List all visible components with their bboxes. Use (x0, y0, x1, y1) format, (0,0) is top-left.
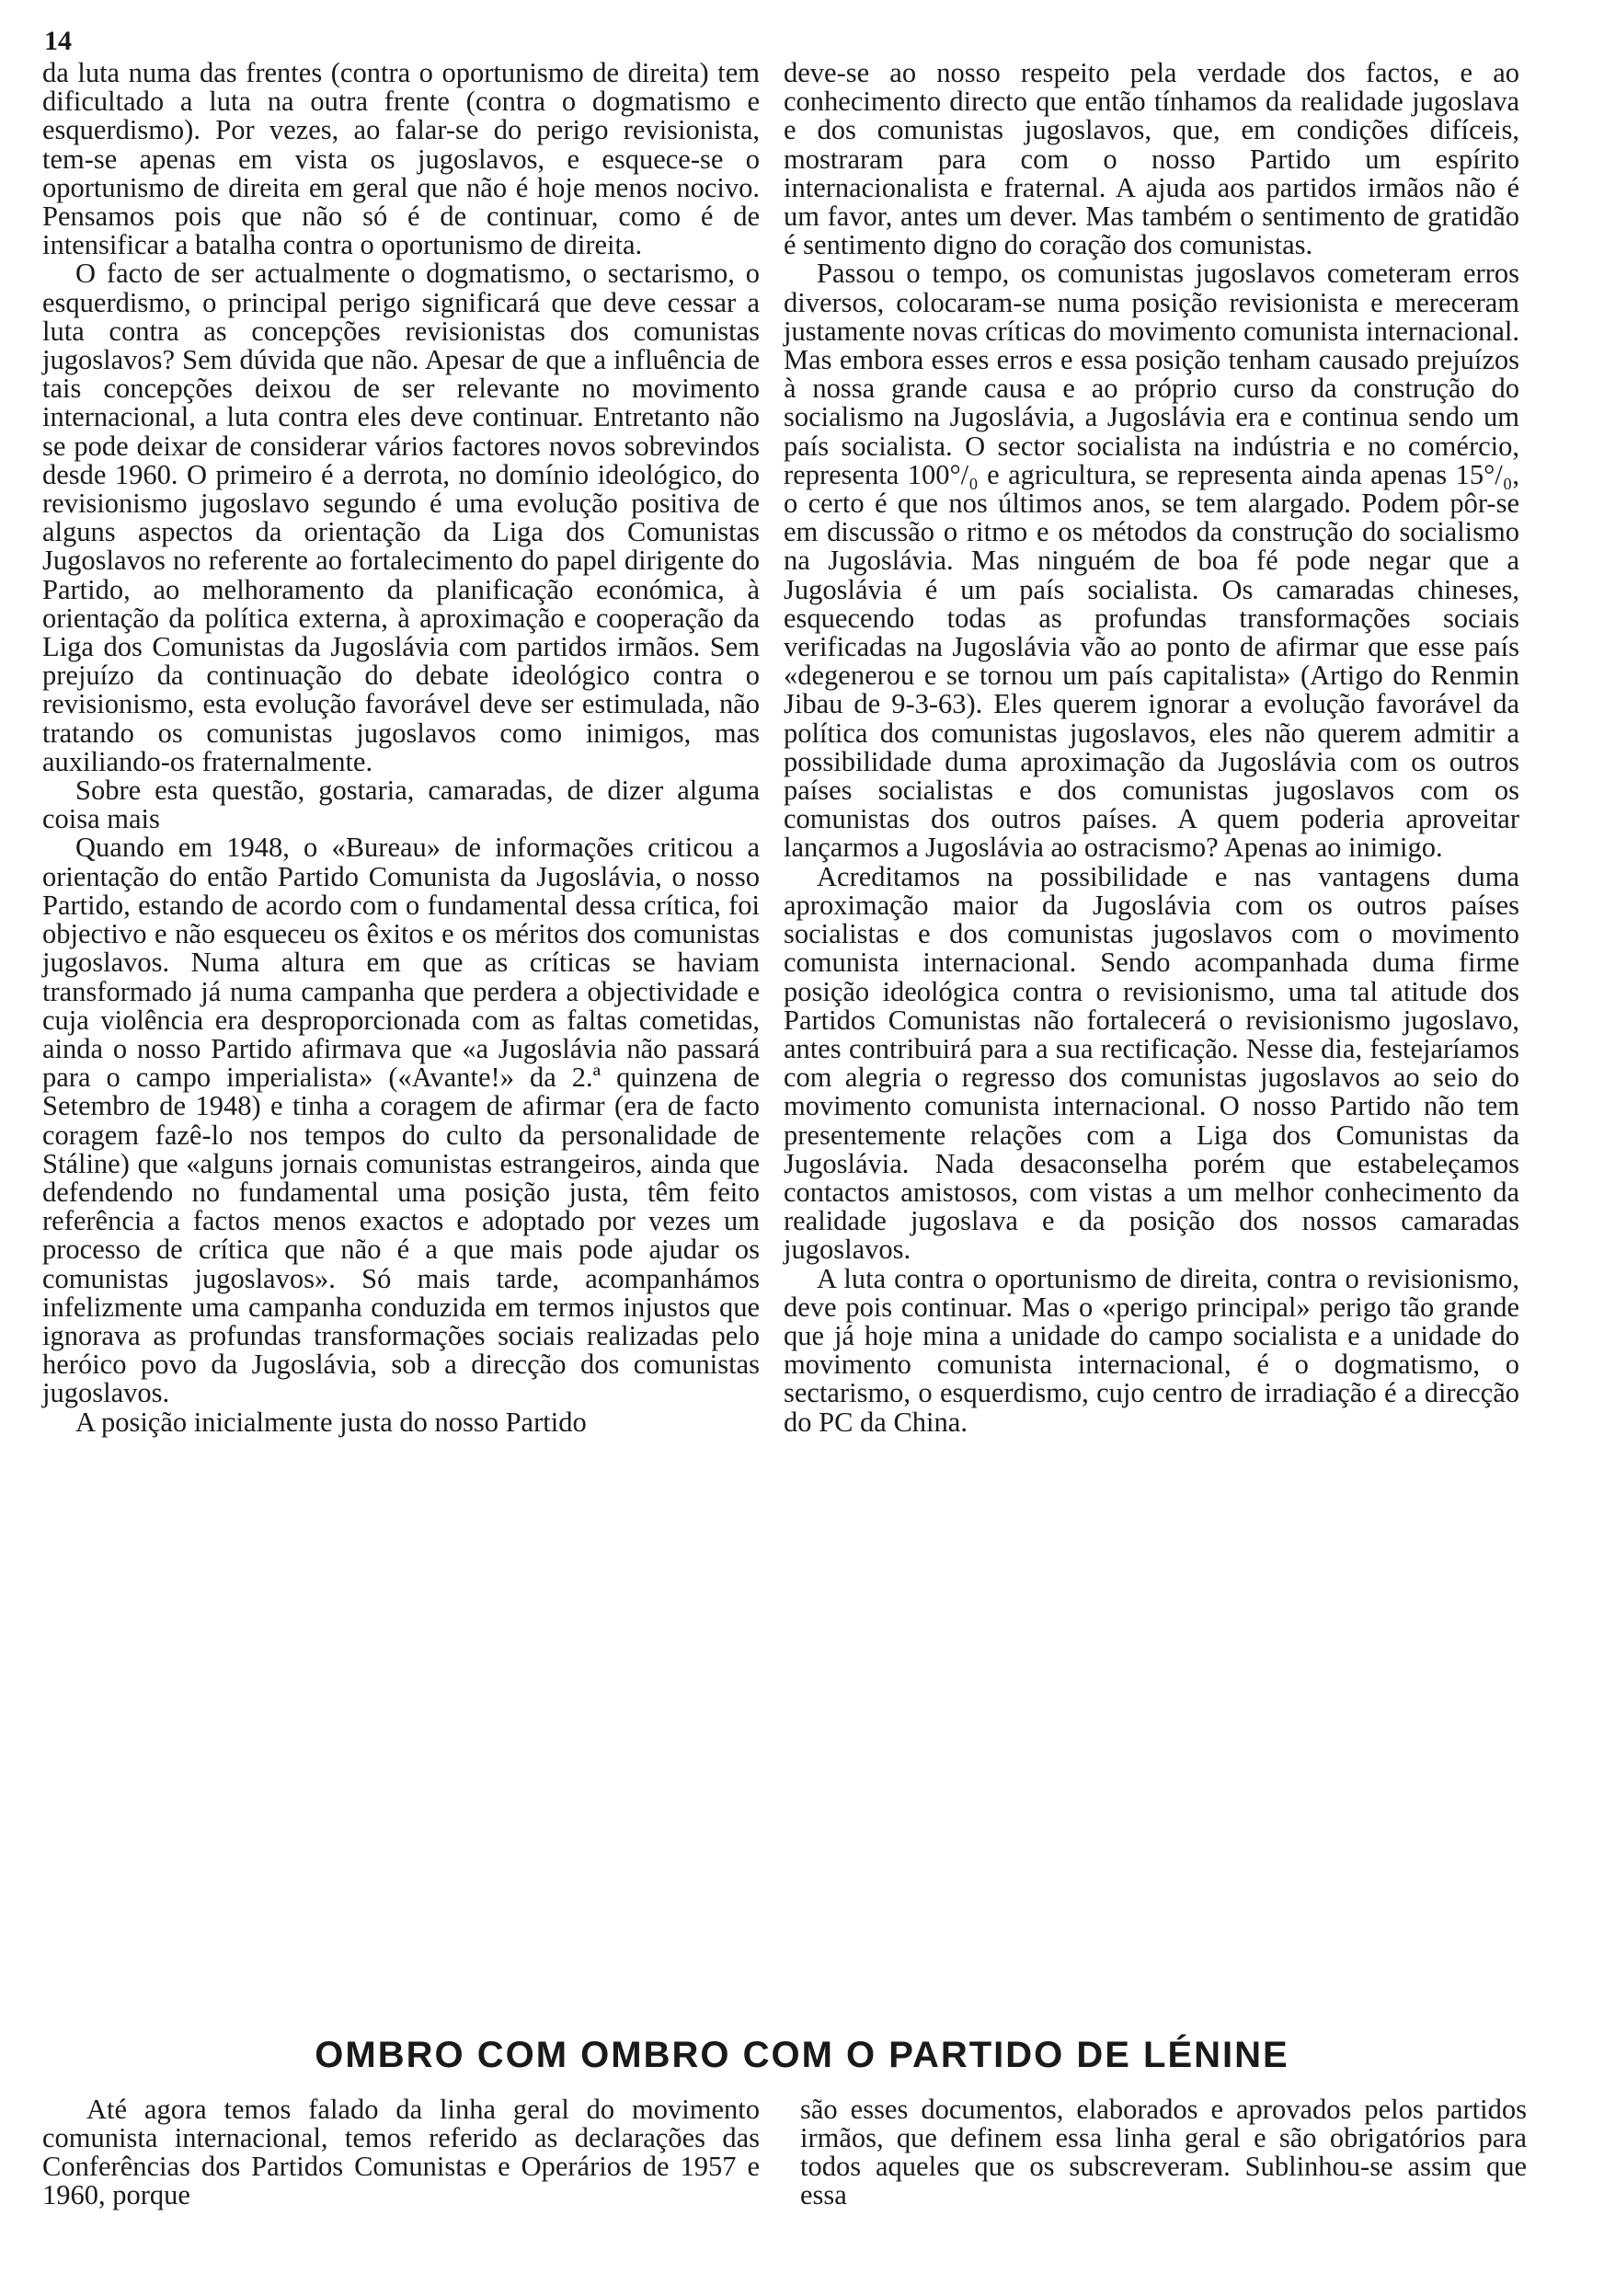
paragraph: são esses documentos, elaborados e aprovados pelos partidos irmãos, que definem essa linha geral e são obrigatórios para todos aqueles que os subscreveram. Sublinhou-se assim que essa (800, 2094, 1527, 2210)
right-column (784, 59, 1519, 1437)
left-column (42, 59, 760, 1437)
paragraph: Passou o tempo, os comunistas jugoslavos cometeram erros diversos, colocaram-se numa posição revisionista e mereceram justamente novas críticas do movimento comunista internacional. Mas embora esses erros e essa posição tenham causado prejuízos à nossa grande causa e ao próprio curso da construção do socialismo na Jugoslávia, a Jugoslávia era e continua sendo um país socialista. O sector socialista na indústria e no comércio, representa 100°/₀ e agricultura, se representa ainda apenas 15°/₀, o certo é que nos últimos anos, se tem alargado. Podem pôr-se em discussão o ritmo e os métodos da construção do socialismo na Jugoslávia. Mas ninguém de boa fé pode negar que a Jugoslávia é um país socialista. Os camaradas chineses, esquecendo todas as profundas transformações sociais verificadas na Jugoslávia vão ao ponto de afirmar que esse país «degenerou e se tornou um país capitalista» (Artigo do Renmin Jibau de 9-3-63). Eles querem ignorar a evolução favorável da política dos comunistas jugoslavos, eles não querem admitir a possibilidade duma aproximação da Jugoslávia com os outros países socialistas e dos comunistas jugoslavos com os comunistas dos outros países. A quem poderia aproveitar lançarmos a Jugoslávia ao ostracismo? Apenas ao inimigo. (784, 258, 1519, 864)
paragraph: A luta contra o oportunismo de direita, contra o revisionismo, deve pois continuar. Mas o «perigo principal» perigo tão grande que já hoje mina a unidade do campo socialista e a unidade do movimento comunista internacional, é o dogmatismo, o sectarismo, o esquerdismo, cujo centro de irradiação é a direcção do PC da China. (784, 1262, 1519, 1438)
paragraph: Até agora temos falado da linha geral do movimento comunista internacional, temos referido as declarações das Conferências dos Partidos Comunistas e Operários de 1957 e 1960, porque (42, 2094, 760, 2210)
bottom-right-column (800, 2095, 1527, 2210)
section-heading: OMBRO COM OMBRO COM O PARTIDO DE LÉNINE (315, 2035, 1289, 2075)
paragraph: Sobre esta questão, gostaria, camaradas, de dizer alguma coisa mais (42, 775, 760, 835)
paragraph: O facto de ser actualmente o dogmatismo, o sectarismo, o esquerdismo, o principal perigo significará que deve cessar a luta contra as concepções revisionistas dos comunistas jugoslavos? Sem dúvida que não. Apesar de que a influência de tais concepções deixou de ser relevante no movimento internacional, a luta contra eles deve continuar. Entretanto não se pode deixar de considerar vários factores novos sobrevindos desde 1960. O primeiro é a derrota, no domínio ideológico, do revisionismo jugoslavo segundo é uma evolução positiva de alguns aspectos da orientação da Liga dos Comunistas Jugoslavos no referente ao fortalecimento do papel dirigente do Partido, ao melhoramento da planificação económica, à orientação da política externa, à aproximação e cooperação da Liga dos Comunistas da Jugoslávia com partidos irmãos. Sem prejuízo da continuação do debate ideológico contra o revisionismo, esta evolução favorável deve ser estimulada, não tratando os comunistas jugoslavos como inimigos, mas auxiliando-os fraternalmente. (42, 258, 760, 777)
paragraph: A posição inicialmente justa do nosso Partido (75, 1406, 587, 1438)
paragraph: deve-se ao nosso respeito pela verdade dos factos, e ao conhecimento directo que então tínhamos da realidade jugoslava e dos comunistas jugoslavos, que, em condições difíceis, mostraram para com o nosso Partido um espírito internacionalista e fraternal. A ajuda aos partidos irmãos não é um favor, antes um dever. Mas também o sentimento de gratidão é sentimento digno do coração dos comunistas. (784, 57, 1519, 261)
bottom-left-column (42, 2095, 760, 2210)
paragraph: Quando em 1948, o «Bureau» de informações criticou a orientação do então Partido Comunista da Jugoslávia, o nosso Partido, estando de acordo com o fundamental dessa crítica, foi objectivo e não esqueceu os êxitos e os méritos dos comunistas jugoslavos. Numa altura em que as críticas se haviam transformado já numa campanha que perdera a objectividade e cuja violência era desproporcionada com as faltas cometidas, ainda o nosso Partido afirmava que «a Jugoslávia não passará para o campo imperialista» («Avante!» da 2.ª quinzena de Setembro de 1948) e tinha a coragem de afirmar (era de facto coragem fazê-lo nos tempos do culto da personalidade de Stáline) que «alguns jornais comunistas estrangeiros, ainda que defendendo no fundamental uma posição justa, têm feito referência a factos menos exactos e adoptado por vezes um processo de crítica que não é a que mais pode ajudar os comunistas jugoslavos». Só mais tarde, acompanhámos infelizmente uma campanha conduzida em termos injustos que ignorava as profundas transformações sociais realizadas pelo heróico povo da Jugoslávia, sob a direcção dos comunistas jugoslavos. (42, 832, 760, 1409)
page-number: 14 (44, 26, 72, 56)
paragraph: da luta numa das frentes (contra o oportunismo de direita) tem dificultado a luta na outra frente (contra o dogmatismo e esquerdismo). Por vezes, ao falar-se do perigo revisionista, tem-se apenas em vista os jugoslavos, e esquece-se o oportunismo de direita em geral que não é hoje menos nocivo. Pensamos pois que não só é de continuar, como é de intensificar a batalha contra o oportunismo de direita. (42, 57, 760, 261)
paragraph: Acreditamos na possibilidade e nas vantagens duma aproximação maior da Jugoslávia com os outros países socialistas e dos comunistas jugoslavos com o movimento comunista internacional. Sendo acompanhada duma firme posição ideológica contra o revisionismo, uma tal atitude dos Partidos Comunistas não fortalecerá o revisionismo jugoslavo, antes contribuirá para a sua rectificação. Nesse dia, festejaríamos com alegria o regresso dos comunistas jugoslavos ao seio do movimento comunista internacional. O nosso Partido não tem presentemente relações com a Liga dos Comunistas da Jugoslávia. Nada desaconselha porém que estabeleçamos contactos amistosos, com vistas a um melhor conhecimento da realidade jugoslava e da posição dos nossos camaradas jugoslavos. (784, 860, 1519, 1266)
